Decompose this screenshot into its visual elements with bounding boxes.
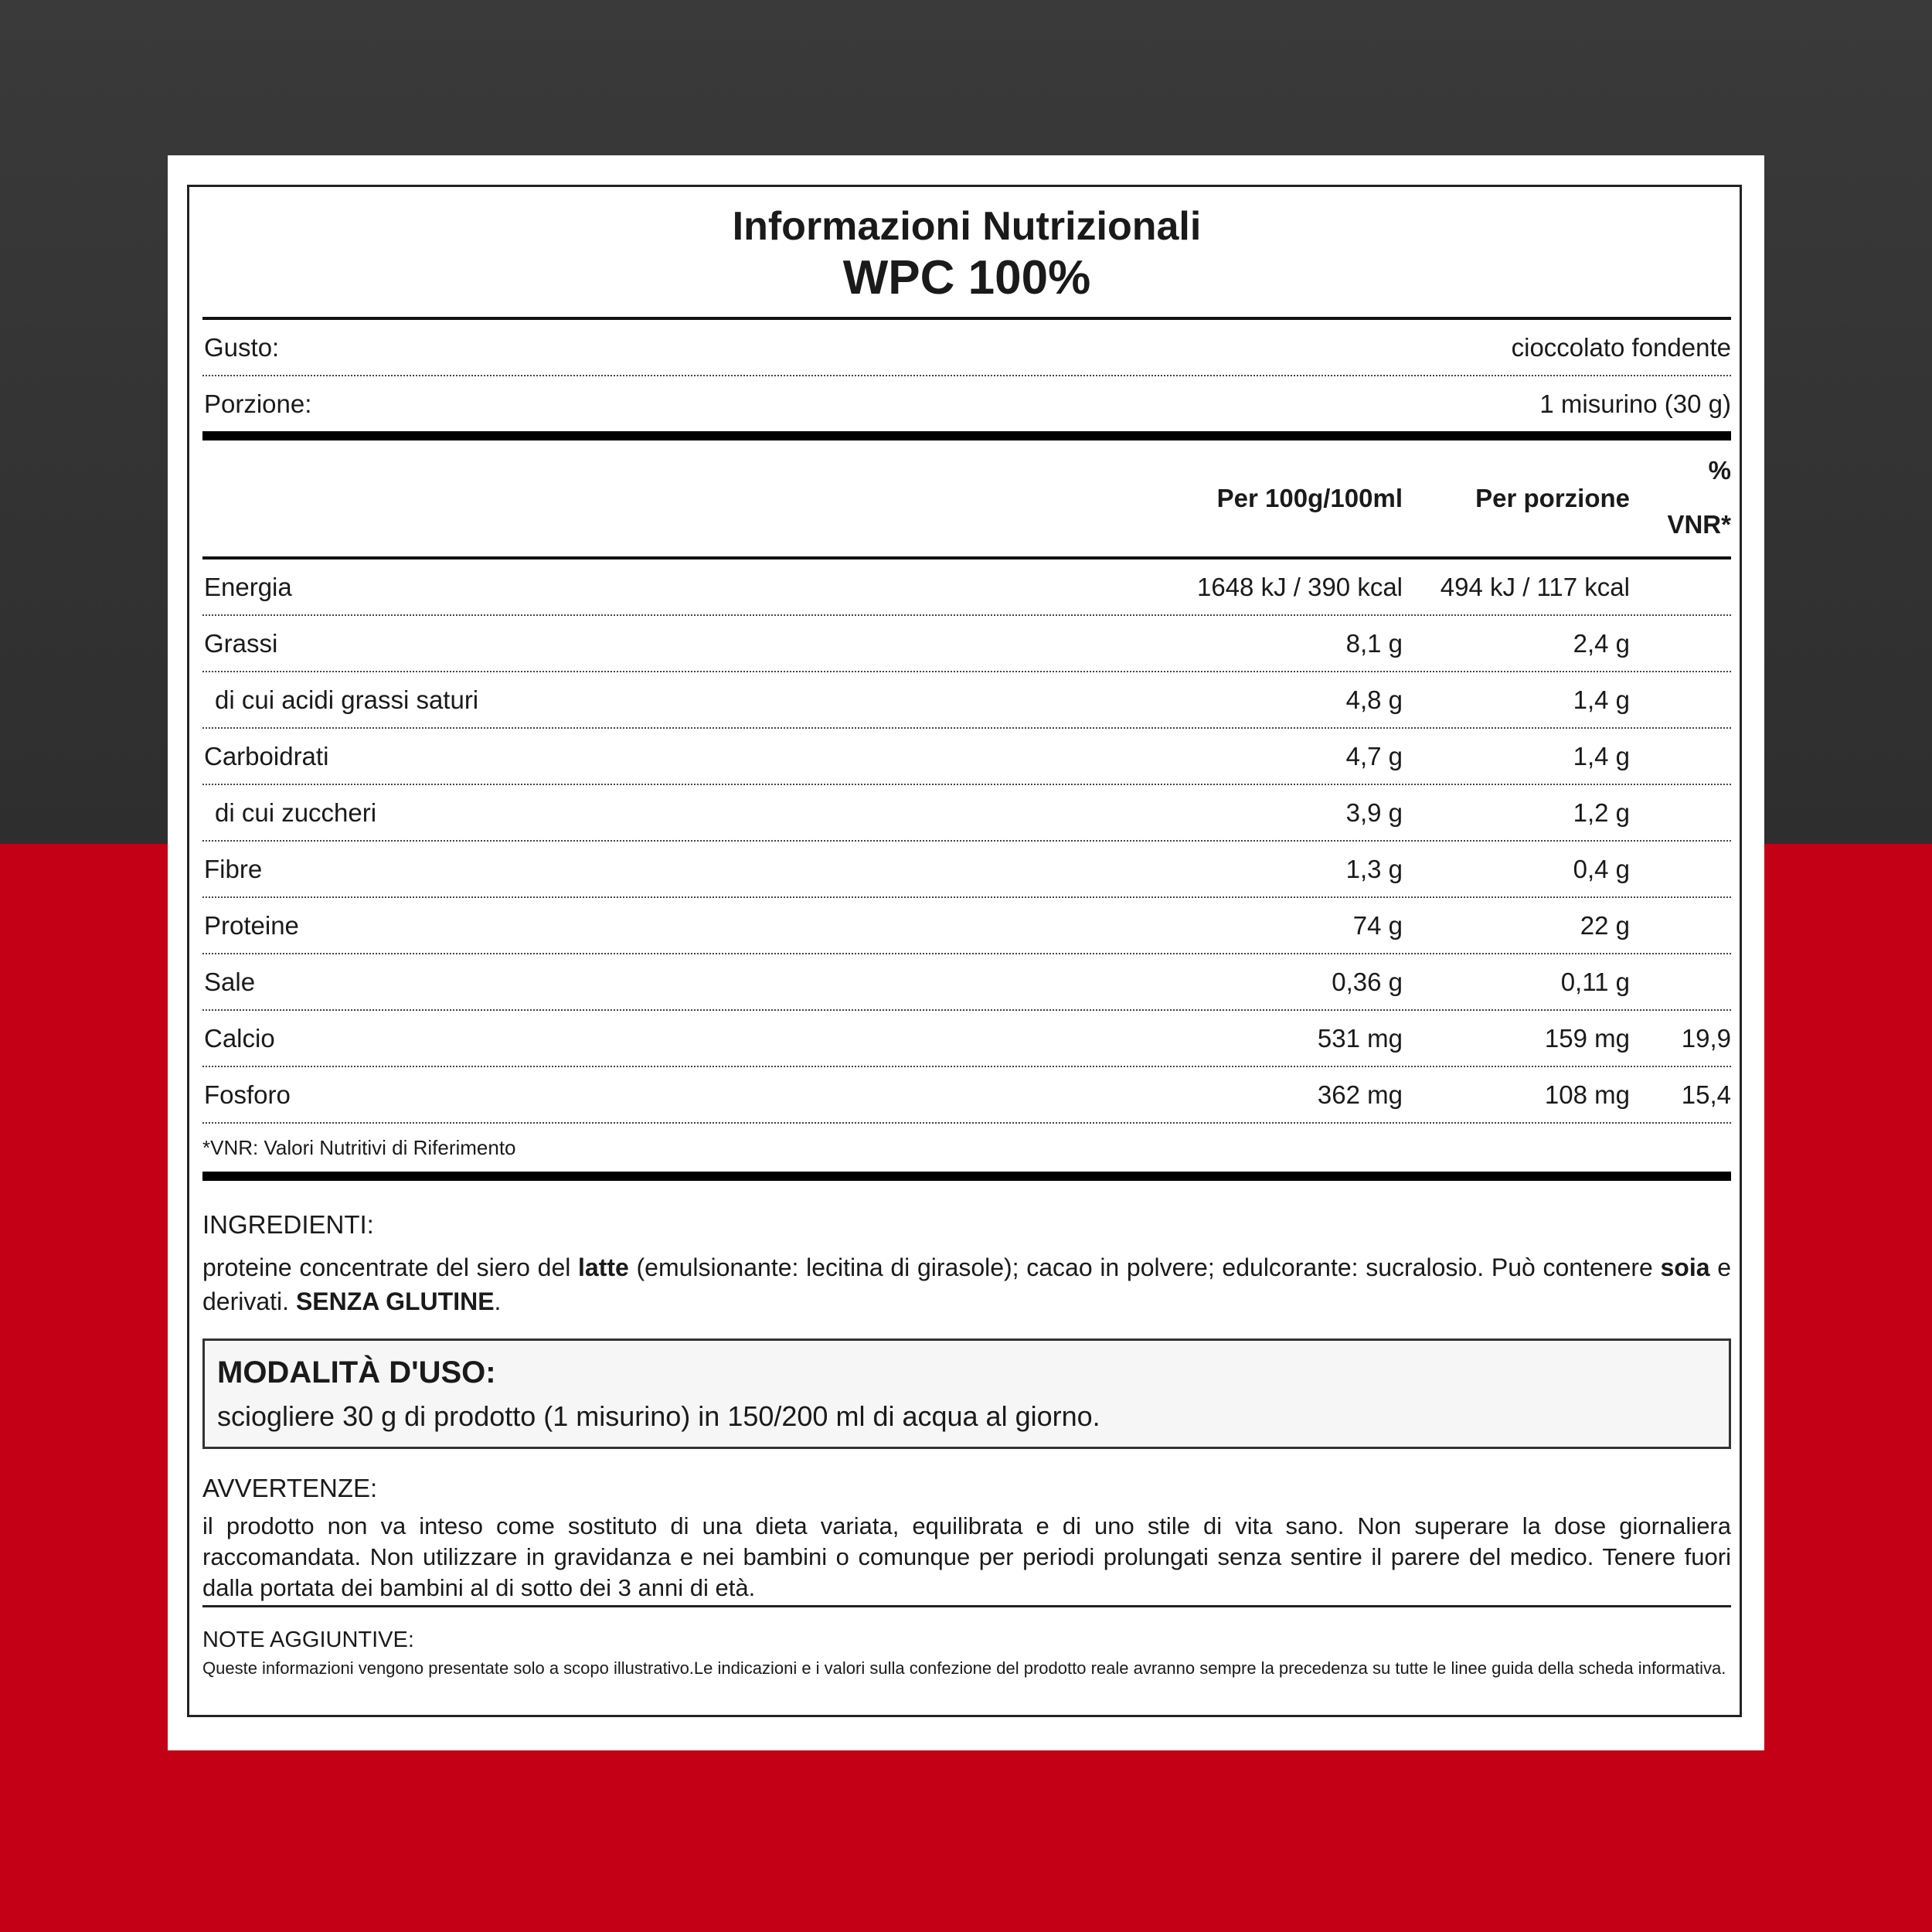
page-title: Informazioni Nutrizionali [732,204,1202,249]
allergen: soia [1660,1253,1710,1281]
table-row [202,1067,1731,1122]
value-per100: 1648 kJ / 390 kcal [1197,573,1403,601]
table-row [202,898,1731,953]
value-porzione: 1,4 g [1573,742,1630,770]
value-porzione: 108 mg [1544,1080,1630,1109]
modalita-title: MODALITÀ D'USO: [217,1355,496,1389]
header-vnr: VNR* [1667,510,1731,539]
ingredienti-title: INGREDIENTI: [202,1210,374,1239]
modalita-text: sciogliere 30 g di prodotto (1 misurino) in 150/200 ml di acqua al giorno. [217,1400,1100,1432]
gusto-label: Gusto: [204,332,280,362]
divider [202,1605,1731,1607]
value-porzione: 22 g [1580,911,1630,940]
allergen: latte [578,1253,629,1281]
nutrition-card [168,155,1764,1750]
nutrient-name: Sale [204,968,256,996]
ingredienti-part: (emulsionante: lecitina di girasole); cacao in polvere; edulcorante: sucralosio. Può contenere [628,1253,1661,1281]
table-row [202,785,1731,840]
avvertenze-title: AVVERTENZE: [202,1474,378,1502]
ingredienti-part: e derivati. [202,1253,1732,1315]
porzione-label: Porzione: [204,389,312,418]
header-porzione: Per porzione [1475,484,1630,512]
value-per100: 0,36 g [1332,968,1403,996]
value-per100: 8,1 g [1345,629,1403,658]
gusto-row [202,320,1731,375]
gusto-value: cioccolato fondente [1511,332,1731,362]
table-header [202,440,1731,556]
value-porzione: 494 kJ / 117 kcal [1440,573,1630,601]
nutrient-name: Calcio [204,1024,275,1053]
nutrition-rows [202,560,1731,1124]
nutrient-name: di cui zuccheri [215,798,377,827]
value-per100: 531 mg [1317,1024,1403,1053]
value-porzione: 2,4 g [1573,629,1630,658]
modalita-box [202,1338,1731,1449]
note-text: Queste informazioni vengono presentate solo a scopo illustrativo.Le indicazioni e i valori sulla confezione del prodotto reale avranno sempre la precedenza su tutte le linee guida della scheda informativa. [202,1658,1726,1678]
table-row [202,616,1731,671]
value-per100: 4,7 g [1345,742,1403,770]
gluten-free-claim: SENZA GLUTINE [295,1287,495,1315]
table-row [202,1011,1731,1066]
ingredienti-text [202,1250,1731,1318]
nutrient-name: Carboidrati [204,742,329,770]
value-per100: 4,8 g [1345,685,1403,714]
divider-thick [202,431,1731,440]
value-porzione: 0,4 g [1573,855,1630,883]
header-per100: Per 100g/100ml [1216,484,1403,512]
footnote: *VNR: Valori Nutritivi di Riferimento [202,1136,516,1159]
divider-thick [202,1172,1731,1181]
table-row [202,672,1731,727]
nutrition-frame [187,185,1742,1717]
value-vnr: 19,9 [1681,1024,1731,1053]
ingredienti-part: . [494,1287,502,1315]
table-row [202,842,1731,896]
value-per100: 362 mg [1317,1080,1403,1109]
value-per100: 3,9 g [1345,798,1403,827]
value-porzione: 0,11 g [1560,968,1630,996]
porzione-row [202,376,1731,431]
nutrient-name: Fosforo [204,1080,291,1109]
nutrition-content [202,187,1731,1679]
avvertenze-text: il prodotto non va inteso come sostituto di una dieta variata, equilibrata e di uno stile di vita sano. Non superare la dose giornaliera raccomandata. Non utilizzare in gravidanza e nei bambini o comunque per periodi prolungati senza sentire il parere del medico. Tenere fuori dalla portata dei bambini al di sotto dei 3 anni di età. [202,1512,1731,1601]
nutrient-name: di cui acidi grassi saturi [215,685,479,714]
porzione-value: 1 misurino (30 g) [1539,389,1731,418]
table-row [202,560,1731,614]
table-row [202,954,1731,1009]
value-per100: 1,3 g [1345,855,1403,883]
value-vnr: 15,4 [1681,1080,1731,1109]
ingredienti-part: proteine concentrate del siero del [202,1253,579,1281]
header-pct: % [1708,456,1731,485]
value-porzione: 1,2 g [1573,798,1630,827]
nutrient-name: Fibre [204,855,263,883]
product-name: WPC 100% [842,251,1091,304]
title-block [202,187,1731,317]
nutrient-name: Proteine [204,911,299,940]
note-title: NOTE AGGIUNTIVE: [202,1628,414,1652]
table-row [202,729,1731,784]
value-porzione: 159 mg [1544,1024,1630,1053]
nutrient-name: Grassi [204,629,278,658]
value-porzione: 1,4 g [1573,685,1630,714]
nutrient-name: Energia [204,573,292,601]
value-per100: 74 g [1352,911,1403,940]
